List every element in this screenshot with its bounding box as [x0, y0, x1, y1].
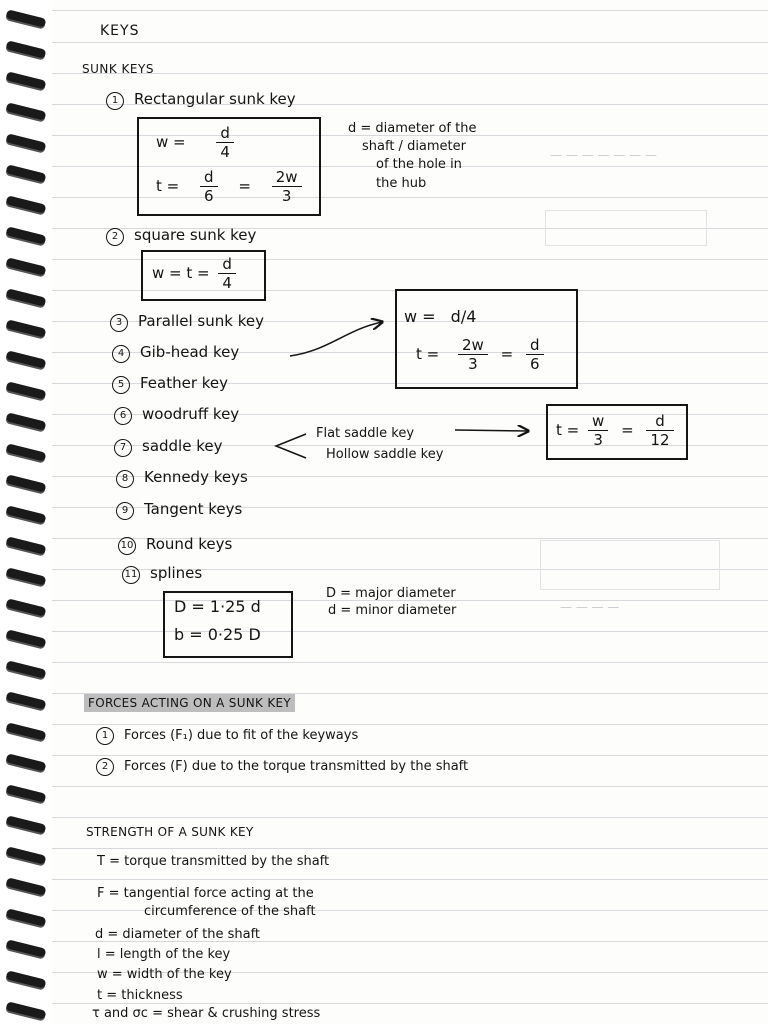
- strength-def: circumference of the shaft: [144, 904, 316, 919]
- strength-def: d = diameter of the shaft: [95, 927, 261, 942]
- saddle-t2-num: d: [646, 412, 673, 431]
- number-badge: 3: [110, 314, 128, 332]
- rect-key-label-text: Rectangular sunk key: [134, 90, 296, 108]
- saddle-t-num: w: [588, 412, 608, 431]
- number-badge: 9: [116, 502, 134, 520]
- rect-key-w-lhs: w =: [156, 133, 186, 151]
- strength-def: F = tangential force acting at the: [97, 886, 314, 901]
- saddle-flat-label: Flat saddle key: [316, 426, 415, 441]
- forces-heading-text: FORCES ACTING ON A SUNK KEY: [84, 694, 295, 712]
- rect-key-t-den: 6: [204, 187, 214, 205]
- rect-key-note-line-1: d = diameter of the: [348, 121, 477, 136]
- saddle-t-eq: =: [621, 421, 634, 439]
- rect-key-t2-num: 2w: [272, 168, 302, 187]
- gib-head-t-eq: =: [500, 345, 514, 363]
- square-key-lhs: w = t =: [152, 264, 210, 282]
- rect-key-note-line-4: the hub: [376, 176, 427, 191]
- number-badge: 7: [114, 439, 132, 457]
- strength-def: l = length of the key: [97, 947, 231, 962]
- key-list-item-label: Tangent keys: [144, 500, 243, 518]
- saddle-t-den: 3: [593, 431, 603, 449]
- gib-head-t2-den: 6: [529, 355, 540, 373]
- forces-item-text: Forces (F₁) due to fit of the keyways: [124, 728, 359, 743]
- square-key-num: d: [218, 255, 236, 274]
- splines-b-formula: b = 0·25 D: [174, 625, 261, 644]
- key-list-item-label: Round keys: [146, 535, 233, 553]
- square-key-den: 4: [222, 274, 232, 292]
- square-key-label-text: square sunk key: [134, 226, 257, 244]
- rect-key-note-line-3: of the hole in: [376, 157, 462, 172]
- gib-head-w-lhs: w =: [404, 307, 436, 326]
- number-badge: 2: [96, 758, 114, 776]
- splines-note-D: D = major diameter: [326, 586, 456, 601]
- strength-def: τ and σc = shear & crushing stress: [92, 1006, 321, 1021]
- number-badge: 2: [106, 228, 124, 246]
- rect-key-t-lhs: t =: [156, 177, 180, 195]
- number-badge: 11: [122, 566, 140, 584]
- rect-key-w-num: d: [216, 124, 234, 143]
- gib-head-w-val: d/4: [450, 307, 477, 326]
- number-badge: 1: [96, 727, 114, 745]
- key-list-item-label: saddle key: [142, 437, 223, 455]
- saddle-t-lhs: t =: [556, 421, 580, 439]
- forces-item-text: Forces (F) due to the torque transmitted by the shaft: [124, 759, 469, 774]
- gib-head-t-num: 2w: [458, 336, 488, 355]
- number-badge: 5: [112, 376, 130, 394]
- key-list-item-label: Feather key: [140, 374, 229, 392]
- bleed-through-text: — — — —: [560, 600, 620, 614]
- gib-head-t2-num: d: [526, 336, 544, 355]
- gib-head-arrow: [290, 322, 382, 356]
- strength-heading: STRENGTH OF A SUNK KEY: [86, 825, 254, 839]
- number-badge: 8: [116, 470, 134, 488]
- number-badge: 10: [118, 537, 136, 555]
- number-badge: 6: [114, 407, 132, 425]
- key-list-item-label: Kennedy keys: [144, 468, 248, 486]
- key-list-item-label: Parallel sunk key: [138, 312, 264, 330]
- saddle-t2-den: 12: [650, 431, 670, 449]
- number-badge: 1: [106, 92, 124, 110]
- page-title: KEYS: [100, 23, 140, 39]
- saddle-hollow-label: Hollow saddle key: [326, 447, 444, 462]
- rect-key-w-den: 4: [220, 143, 230, 161]
- key-list-item-label: splines: [150, 564, 203, 582]
- gib-head-t-lhs: t =: [416, 345, 440, 363]
- bleed-through-text: — — — — — — —: [550, 148, 657, 162]
- strength-def: w = width of the key: [97, 967, 232, 982]
- number-badge: 4: [112, 345, 130, 363]
- key-list-item-label: woodruff key: [142, 405, 240, 423]
- rect-key-t-num: d: [200, 168, 218, 187]
- strength-def: T = torque transmitted by the shaft: [97, 854, 330, 869]
- section-heading-sunk-keys: SUNK KEYS: [82, 62, 154, 76]
- rect-key-t2-den: 3: [281, 187, 292, 205]
- flat-saddle-arrow: [455, 430, 528, 431]
- strength-def: t = thickness: [97, 988, 183, 1003]
- splines-note-d: d = minor diameter: [328, 603, 457, 618]
- rect-key-note-line-2: shaft / diameter: [362, 139, 466, 154]
- splines-D-formula: D = 1·25 d: [174, 597, 261, 616]
- rect-key-t-eq: =: [238, 177, 251, 195]
- key-list-item-label: Gib-head key: [140, 343, 240, 361]
- saddle-branch-lines: [276, 434, 306, 458]
- gib-head-t-den: 3: [468, 355, 478, 373]
